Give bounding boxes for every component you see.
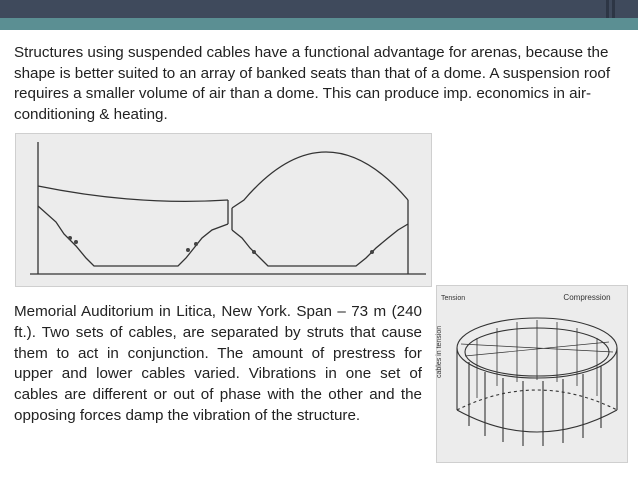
dome-curve bbox=[232, 152, 408, 208]
spectator-mark bbox=[68, 236, 72, 240]
header-accent-mark bbox=[612, 0, 615, 18]
label-compression: Compression bbox=[563, 293, 611, 302]
vertical-struts bbox=[469, 362, 601, 446]
base-ring-back bbox=[457, 390, 617, 410]
spectator-mark bbox=[252, 250, 256, 254]
suspended-roof-curve bbox=[38, 186, 228, 201]
banked-seating-right bbox=[232, 224, 408, 266]
spectator-mark bbox=[194, 242, 198, 246]
header-accent-mark bbox=[606, 0, 609, 18]
section-drawing bbox=[16, 134, 431, 286]
interior-struts bbox=[477, 320, 597, 398]
cable-roof-sketch bbox=[436, 285, 628, 463]
banked-seating-left bbox=[38, 206, 228, 266]
spectator-mark bbox=[74, 240, 78, 244]
spectator-mark bbox=[370, 250, 374, 254]
caption-paragraph: Memorial Auditorium in Litica, New York. Span – 73 m (240 ft.). Two sets of cables, are separated by struts that cause them to act in conjunction. The amount of prestress for upper and lower cables varied. Vibrations in one set of cables are different or out of phase with the other and the opposing forces damp the vibration of the structure. bbox=[14, 303, 422, 424]
spectator-mark bbox=[186, 248, 190, 252]
label-top-left: Tension bbox=[441, 295, 466, 302]
label-side: cables in tension bbox=[436, 325, 443, 378]
slide-header-band bbox=[0, 18, 638, 30]
cable-roof-drawing bbox=[437, 286, 627, 462]
intro-paragraph: Structures using suspended cables have a functional advantage for arenas, because the shape is better suited to an array of banked seats than that of a dome. A suspension roof requires a smaller volume of air than a dome. This can produce imp. economics in air-conditioning & heating. bbox=[14, 44, 611, 123]
base-ring-curve bbox=[457, 410, 617, 432]
section-sketch bbox=[15, 133, 432, 287]
slide-header-bar bbox=[0, 0, 638, 18]
